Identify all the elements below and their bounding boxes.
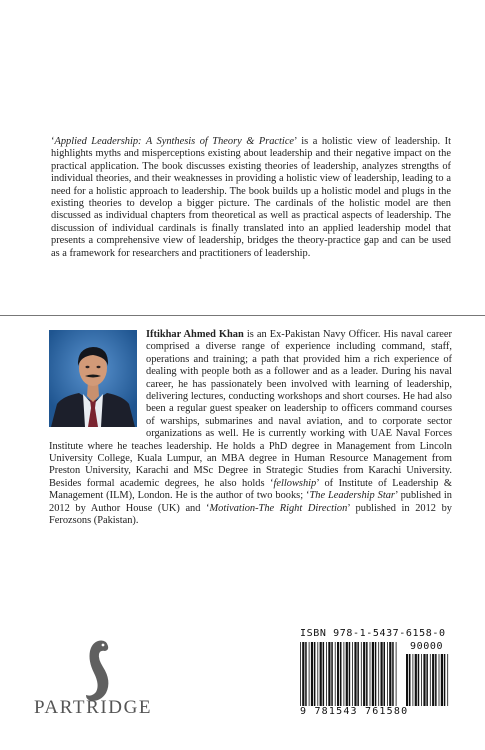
barcode-bar bbox=[423, 654, 425, 706]
barcode-bar bbox=[344, 642, 345, 706]
barcode-bar bbox=[346, 642, 348, 706]
barcode-bar bbox=[389, 642, 391, 706]
barcode-bar bbox=[418, 654, 420, 706]
barcode-bar bbox=[331, 642, 333, 706]
barcode-bar bbox=[309, 642, 310, 706]
barcode-bar bbox=[375, 642, 377, 706]
fellowship-term: fellowship bbox=[273, 477, 317, 489]
barcode-bar bbox=[300, 642, 301, 706]
quote-close: ’ bbox=[394, 490, 398, 502]
barcode-bar bbox=[370, 642, 371, 706]
barcode-bar bbox=[366, 642, 368, 706]
barcode-bar bbox=[430, 654, 431, 706]
quote-open: ‘ bbox=[270, 477, 274, 489]
barcode-bar bbox=[444, 654, 446, 706]
barcode-bar bbox=[335, 642, 336, 706]
barcode-bar bbox=[432, 654, 434, 706]
barcode-bar bbox=[354, 642, 356, 706]
photo-spacer bbox=[49, 329, 146, 429]
barcode-bar bbox=[328, 642, 330, 706]
bio-text-1: is an Ex-Pakistan Navy Officer. His naval career comprised a diverse range of experience including command, staff, operations and training; a path that provided him a rich experience of dealing with people both as a follower and as a leader. During his naval career, he has passionately been involved with learning of leadership, delivering lectures, conducting workshops and short courses. He had also been a regular guest speaker on leadership to officers command courses of warships, submarines and naval aviation, and to corporate sector organizations as well. He is currently working with UAE Naval Forces Institute where he teaches leadership. He holds a PhD degree in Management from Lincoln University College, Kuala Lumpur, an MBA degree in Human Resource Management from Preston University, Karachi and MSc Degree in Strategic Studies from Karachi University. Besides formal academic degrees, he also holds bbox=[49, 329, 452, 489]
barcode-bar bbox=[311, 642, 313, 706]
price-code: 90000 bbox=[410, 641, 444, 652]
barcode-bar bbox=[305, 642, 307, 706]
barcode-bar bbox=[337, 642, 339, 706]
barcode-bar bbox=[349, 642, 351, 706]
bio-text-2: of Institute of Leadership & Management (ILM), London. He is the author of two books; bbox=[49, 477, 452, 502]
publisher-name: PARTRIDGE bbox=[34, 697, 153, 718]
book-title-motivation: Motivation-The Right Direction bbox=[209, 502, 348, 514]
partridge-bird-logo-icon bbox=[76, 637, 116, 703]
barcode-bar bbox=[372, 642, 374, 706]
bio-text-3: published in 2012 by Author House (UK) and bbox=[49, 490, 452, 514]
bio-text-4: published in 2012 by Ferozsons (Pakistan). bbox=[49, 502, 452, 527]
section-divider bbox=[0, 315, 485, 316]
barcode-bar bbox=[340, 642, 342, 706]
ean-digits: 9 781543 761580 bbox=[300, 706, 409, 717]
barcode-bar bbox=[381, 642, 383, 706]
isbn-label: ISBN 978-1-5437-6158-0 bbox=[300, 628, 446, 639]
barcode-bar bbox=[361, 642, 362, 706]
barcode-bar bbox=[406, 654, 408, 706]
barcode-addon-bars bbox=[406, 654, 448, 706]
barcode-bar bbox=[352, 642, 353, 706]
author-bio bbox=[49, 329, 452, 528]
barcode-bar bbox=[441, 654, 443, 706]
author-name: Iftikhar Ahmed Khan bbox=[146, 329, 244, 340]
quote-open: ‘ bbox=[306, 490, 310, 502]
barcode-bar bbox=[317, 642, 318, 706]
barcode-bar bbox=[415, 654, 417, 706]
barcode-bar bbox=[435, 654, 437, 706]
barcode-bar bbox=[378, 642, 379, 706]
barcode-bar bbox=[439, 654, 440, 706]
blurb-text: is a holistic view of leadership. It highlights myths and misperceptions existing about leadership and their negative impact on the practical application. The book discusses existing theories of leadership, analyzes strengths of individual theories, and their weaknesses in providing a holistic view of leadership, leading to a need for a holistic approach to leadership. The book builds up a holistic model and plugs in the existing theories to develop a bigger picture. The cardinals of the holistic model are then discussed as individual chapters from theoretical as well as practical aspects of leadership. The discussion of individual cardinals is finally translated into an applied leadership model that presents a comprehensive view of leadership, bridges the theory-practice gap and can be used as a framework for researchers and practitioners of leadership. bbox=[51, 136, 451, 259]
barcode-bar bbox=[302, 642, 304, 706]
back-cover-blurb bbox=[51, 136, 451, 260]
barcode-bar bbox=[387, 642, 388, 706]
barcode-bar bbox=[314, 642, 316, 706]
barcode-bar bbox=[421, 654, 422, 706]
book-title: Applied Leadership: A Synthesis of Theory & Practice bbox=[54, 136, 295, 147]
quote-close: ’ bbox=[347, 502, 350, 514]
barcode-bar bbox=[426, 654, 428, 706]
barcode-bar bbox=[363, 642, 365, 706]
barcode-main-bars bbox=[300, 642, 397, 706]
quote-close: ’ bbox=[294, 136, 297, 147]
barcode-bar bbox=[447, 654, 448, 706]
quote-open: ‘ bbox=[206, 502, 210, 514]
quote-close: ’ bbox=[316, 477, 319, 489]
barcode-bar bbox=[320, 642, 322, 706]
barcode-bar bbox=[392, 642, 394, 706]
barcode-bar bbox=[326, 642, 327, 706]
book-title-leadership-star: The Leadership Star bbox=[309, 490, 395, 502]
barcode-bar bbox=[357, 642, 359, 706]
barcode-bar bbox=[384, 642, 386, 706]
barcode-bar bbox=[323, 642, 325, 706]
quote-open: ‘ bbox=[51, 136, 55, 147]
barcode-bar bbox=[409, 654, 411, 706]
barcode-bar bbox=[396, 642, 397, 706]
barcode-bar bbox=[413, 654, 414, 706]
